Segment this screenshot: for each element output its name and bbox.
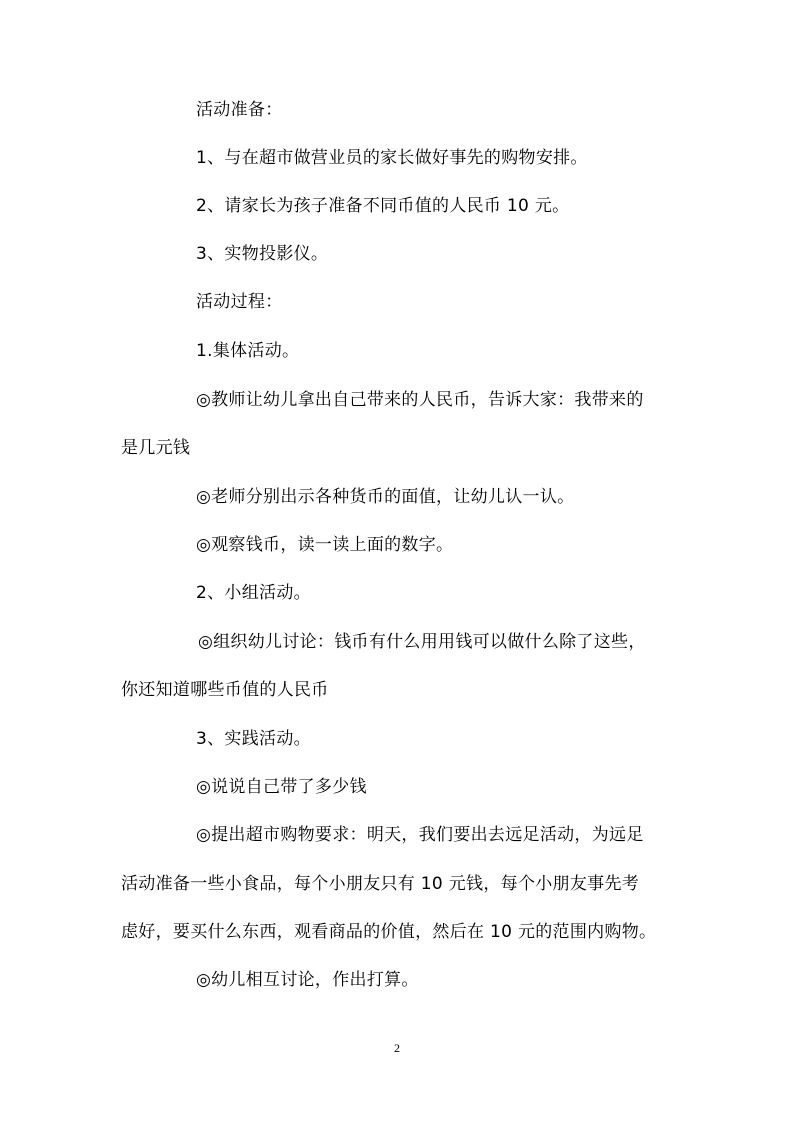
paragraph-line: 活动准备一些小食品，每个小朋友只有 10 元钱，每个小朋友事先考	[121, 874, 640, 894]
page-number: 2	[394, 1041, 400, 1055]
paragraph-line: 2、请家长为孩子准备不同币值的人民币 10 元。	[196, 196, 570, 216]
paragraph-line: 1、与在超市做营业员的家长做好事先的购物安排。	[196, 148, 588, 168]
paragraph-line: ◎说说自己带了多少钱	[196, 777, 367, 797]
paragraph-line: ◎组织幼儿讨论：钱币有什么用用钱可以做什么除了这些，	[198, 632, 646, 652]
section-heading-process: 活动过程：	[196, 292, 283, 312]
section-heading-preparation: 活动准备：	[196, 100, 283, 120]
paragraph-line: ◎幼儿相互讨论，作出打算。	[196, 970, 419, 990]
paragraph-line: 3、实物投影仪。	[196, 244, 329, 264]
paragraph-line: 2、小组活动。	[196, 583, 311, 603]
paragraph-line: 1.集体活动。	[196, 341, 300, 361]
paragraph-line: ◎观察钱币，读一读上面的数字。	[196, 535, 454, 555]
paragraph-line: 3、实践活动。	[196, 729, 311, 749]
paragraph-line: ◎老师分别出示各种货币的面值，让幼儿认一认。	[196, 487, 575, 507]
paragraph-line: 你还知道哪些币值的人民币	[121, 680, 329, 700]
paragraph-line: 是几元钱	[121, 438, 191, 458]
paragraph-line: ◎教师让幼儿拿出自己带来的人民币，告诉大家：我带来的	[196, 390, 644, 410]
paragraph-line: 虑好，要买什么东西，观看商品的价值，然后在 10 元的范围内购物。	[121, 922, 657, 942]
paragraph-line: ◎提出超市购物要求：明天，我们要出去远足活动，为远足	[196, 825, 644, 845]
